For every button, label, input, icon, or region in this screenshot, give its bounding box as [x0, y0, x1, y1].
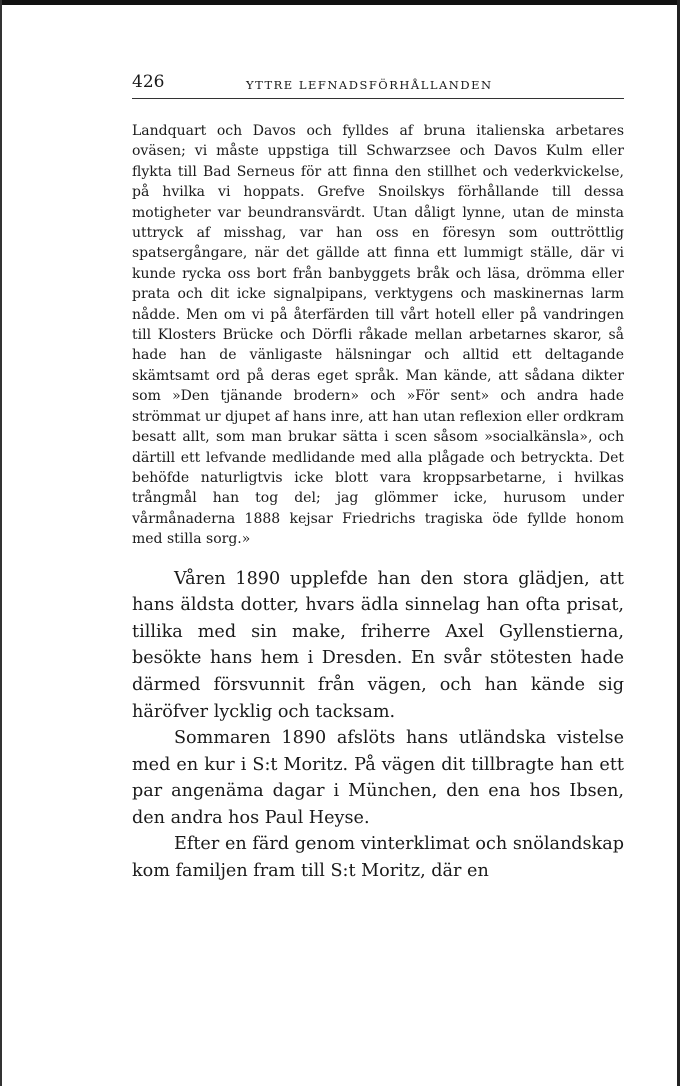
- quoted-passage: [132, 121, 624, 550]
- top-border: [0, 0, 680, 5]
- page-header: [132, 72, 624, 99]
- left-page-edge: [0, 0, 2, 1086]
- main-text: [132, 566, 624, 885]
- paragraph-1: Våren 1890 upplefde han den stora glädjen, att hans äldsta dotter, hvars ädla sinnelag han ofta prisat, tillika med sin make, friherre Axel Gyllenstierna, besökte hans hem i Dresden. En svår stötesten hade därmed försvunnit från vägen, och han kände sig häröfver lycklig och tacksam.: [132, 568, 624, 722]
- book-page: [132, 72, 624, 885]
- quote-paragraph: Landquart och Davos och fylldes af bruna italienska arbetares oväsen; vi måste uppstiga till Schwarzsee och Davos Kulm eller flykta till Bad Serneus för att finna den stillhet och vederkvickelse, på hvilka vi hoppats. Grefve Snoilskys förhållande till dessa motigheter var beundransvärdt. Utan dåligt lynne, utan de minsta uttryck af misshag, var han oss en föresyn som outtröttlig spatsergångare, när det gällde att finna ett lummigt ställe, där vi kunde rycka oss bort från banbyggets bråk och läsa, drömma eller prata och dit icke signalpipans, verktygens och maskinernas larm nådde. Men om vi på återfärden till vårt hotell eller på vandringen till Klosters Brücke och Dörfli råkade mellan arbetarnes skaror, så hade han de vänligaste hälsningar och alltid ett deltagande skämtsamt ord på deras eget språk. Man kände, att sådana dikter som »Den tjänande brodern» och »För sent» och andra hade strömmat ur djupet af hans inre, att han utan reflexion eller ordkram besatt allt, som man brukar sätta i scen såsom »socialkänsla», och därtill ett lefvande medlidande med alla plågade och betryckta. Det behöfde naturligtvis icke blott vara kroppsarbetarne, i hvilkas trångmål han tog del; jag glömmer icke, hurusom under vårmånaderna 1888 kejsar Friedrichs tragiska öde fyllde honom med stilla sorg.»: [132, 123, 624, 548]
- paragraph-2: Sommaren 1890 afslöts hans utländska vistelse med en kur i S:t Moritz. På vägen dit tillbragte han ett par angenäma dagar i München, den ena hos Ibsen, den andra hos Paul Heyse.: [132, 728, 624, 828]
- paragraph-3: Efter en färd genom vinterklimat och snölandskap kom familjen fram till S:t Moritz, där en: [132, 834, 624, 882]
- page-number: 426: [132, 72, 165, 92]
- running-title: YTTRE LEFNADSFÖRHÅLLANDEN: [246, 78, 493, 92]
